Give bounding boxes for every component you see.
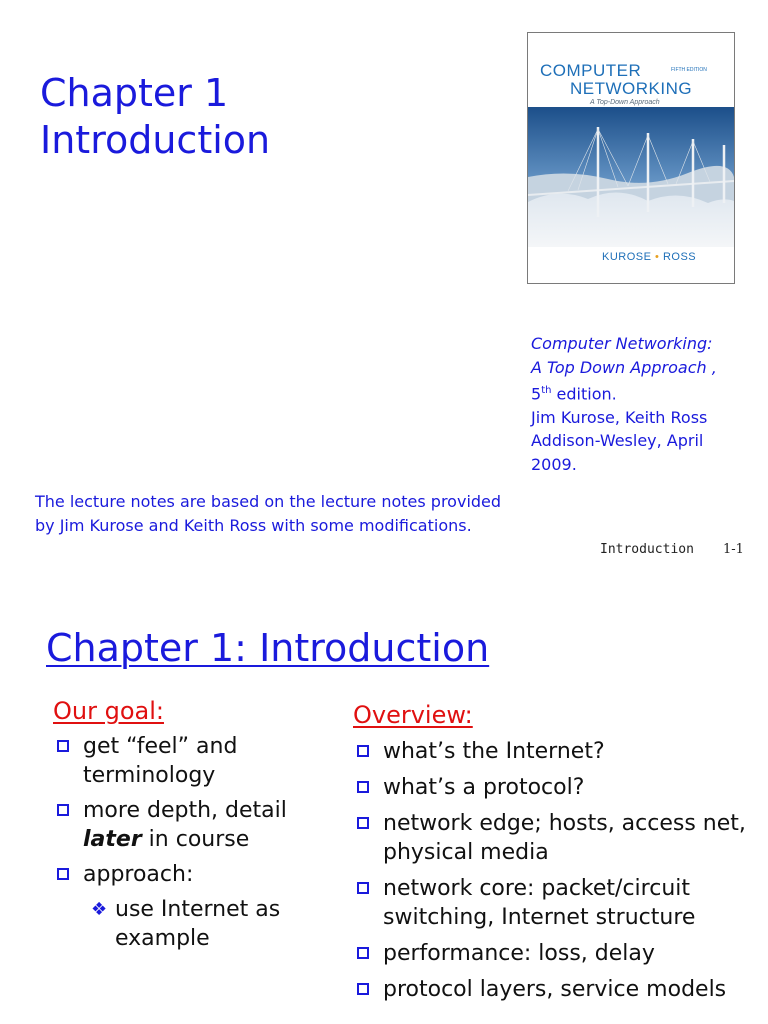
overview-item-text: performance: loss, delay	[383, 941, 655, 966]
edition-suffix: th	[541, 385, 552, 396]
book-info	[531, 332, 761, 476]
book-authors: Jim Kurose, Keith Ross	[531, 407, 708, 427]
slide2-title: Chapter 1: Introduction	[46, 626, 490, 670]
checkbox-bullet-icon	[357, 947, 369, 959]
cover-author-2: ROSS	[662, 251, 697, 263]
cover-subtitle: A Top-Down Approach	[590, 99, 660, 106]
overview-item-text: what’s the Internet?	[383, 739, 605, 764]
list-item	[355, 874, 760, 932]
checkbox-bullet-icon	[57, 740, 69, 752]
book-edition	[531, 379, 761, 406]
list-item	[55, 860, 325, 889]
list-item	[355, 773, 760, 802]
slide-page-number: 1-1	[723, 542, 744, 557]
lecture-note: The lecture notes are based on the lecture notes provided by Jim Kurose and Keith Ross with some modifications.	[35, 492, 502, 535]
goal-item-text: more depth, detail	[83, 798, 287, 823]
list-subitem	[55, 895, 325, 953]
checkbox-bullet-icon	[357, 983, 369, 995]
overview-item-text: protocol layers, service models	[383, 977, 727, 1002]
overview-heading: Overview:	[353, 701, 473, 729]
cover-title-line1: COMPUTER	[540, 61, 642, 80]
overview-item-text: network core: packet/circuit switching, Internet structure	[383, 876, 696, 930]
cover-edition: FIFTH EDITION	[671, 67, 707, 73]
book-title-line2: A Top Down Approach ,	[531, 357, 717, 377]
list-item	[55, 796, 325, 854]
checkbox-bullet-icon	[57, 868, 69, 880]
bridge-photo	[528, 107, 734, 247]
goal-list	[55, 732, 325, 959]
slide-footer-label: Introduction	[600, 542, 694, 557]
slide1-title: Chapter 1 Introduction	[40, 71, 271, 162]
edition-number: 5	[531, 384, 542, 404]
checkbox-bullet-icon	[357, 745, 369, 757]
goal-item-emphasis: later	[83, 827, 142, 852]
list-item	[355, 939, 760, 968]
goal-item-text: get “feel” and terminology	[83, 734, 238, 788]
cover-title-line2: NETWORKING	[570, 79, 693, 98]
checkbox-bullet-icon	[357, 781, 369, 793]
goal-item-text: approach:	[83, 862, 194, 887]
list-item	[355, 975, 760, 1004]
goal-subitem-text: use Internet as example	[115, 897, 281, 951]
overview-item-text: what’s a protocol?	[383, 775, 585, 800]
book-cover-image	[527, 32, 735, 284]
book-year: 2009.	[531, 454, 577, 474]
overview-list	[355, 737, 760, 1011]
checkbox-bullet-icon	[357, 882, 369, 894]
book-title-line1: Computer Networking:	[531, 334, 713, 353]
cover-authors	[602, 251, 696, 263]
list-item	[55, 732, 325, 790]
overview-item-text: network edge; hosts, access net, physical media	[383, 811, 746, 865]
cover-author-separator: •	[651, 251, 663, 263]
checkbox-bullet-icon	[57, 804, 69, 816]
diamond-bullet-icon: ❖	[91, 899, 108, 920]
list-item	[355, 737, 760, 766]
cover-author-1: KUROSE	[602, 251, 652, 263]
goal-heading: Our goal:	[53, 697, 164, 725]
book-publisher: Addison-Wesley, April	[531, 431, 704, 451]
checkbox-bullet-icon	[357, 817, 369, 829]
goal-item-text: in course	[141, 827, 250, 852]
edition-text: edition.	[551, 384, 617, 404]
list-item	[355, 809, 760, 867]
